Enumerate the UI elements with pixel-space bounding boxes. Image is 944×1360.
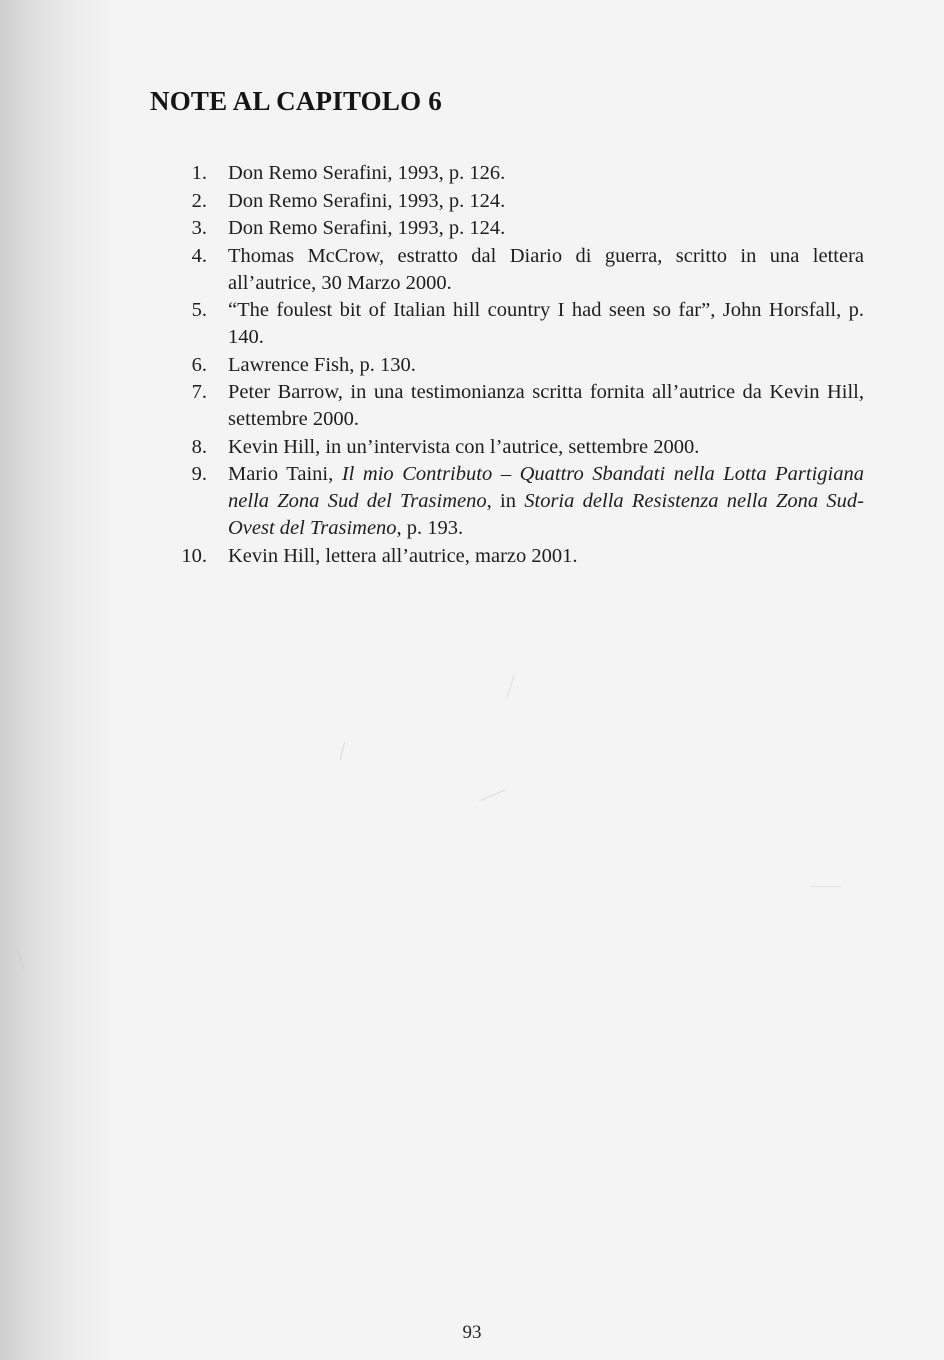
note-number: 5. — [191, 299, 207, 321]
note-text — [228, 545, 578, 567]
scan-speck — [506, 674, 514, 698]
chapter-notes-title: NOTE AL CAPITOLO 6 — [150, 86, 442, 116]
note-text-part: Don Remo Serafini, 1993, p. 126. — [228, 162, 506, 184]
note-item — [180, 215, 864, 242]
note-item — [180, 297, 864, 351]
note-text-part: Don Remo Serafini, 1993, p. 124. — [228, 217, 506, 239]
note-text — [228, 463, 864, 539]
note-item — [180, 160, 864, 187]
note-item — [180, 352, 864, 379]
note-item — [180, 188, 864, 215]
note-text-part: Thomas McCrow, estratto dal Diario di guerra, scritto in una lettera all’autrice, 30 Marzo 2000. — [228, 244, 864, 294]
note-text-part: Kevin Hill, lettera all’autrice, marzo 2001. — [228, 544, 578, 567]
note-number: 3. — [191, 217, 207, 239]
note-number: 7. — [191, 381, 207, 403]
note-text — [228, 381, 864, 430]
note-number: 9. — [191, 463, 207, 485]
note-text-part: Peter Barrow, in una testimonianza scritta fornita all’autrice da Kevin Hill, settembre 2000. — [228, 381, 864, 430]
italic-title: Storia della Resistenza nella Zona Sud-Ovest del Trasimeno — [228, 490, 864, 539]
italic-title: Il mio Contributo – Quattro Sbandati nella Lotta Partigiana nella Zona Sud del Trasimeno — [228, 463, 864, 512]
note-text — [228, 162, 505, 184]
note-text — [228, 245, 864, 294]
note-number: 10. — [181, 544, 207, 567]
note-number: 2. — [191, 189, 207, 212]
note-text — [228, 436, 699, 458]
note-text-part: Kevin Hill, in un’intervista con l’autrice, settembre 2000. — [228, 435, 700, 458]
note-text — [228, 299, 864, 348]
note-number: 8. — [191, 435, 207, 458]
notes-list — [180, 160, 864, 570]
note-number: 1. — [191, 162, 207, 184]
note-text-part: Don Remo Serafini, 1993, p. 124. — [228, 189, 506, 212]
scan-speck — [340, 742, 345, 760]
note-item — [180, 243, 864, 297]
note-text-part: , in — [486, 490, 525, 512]
note-text-part: , p. 193. — [396, 517, 464, 539]
note-item — [180, 461, 864, 542]
note-number: 6. — [191, 353, 207, 376]
note-item — [180, 434, 864, 461]
note-text — [228, 217, 505, 239]
scan-speck — [479, 790, 505, 802]
note-text — [228, 190, 505, 212]
page-number: 93 — [462, 1322, 482, 1343]
note-item — [180, 543, 864, 570]
note-number: 4. — [191, 244, 207, 267]
scan-speck — [17, 948, 25, 969]
note-item — [180, 379, 864, 433]
scan-speck — [811, 886, 841, 887]
note-text-part: Mario Taini, — [228, 463, 342, 485]
note-text-part: Lawrence Fish, p. 130. — [228, 353, 416, 376]
note-text — [228, 354, 416, 376]
note-text-part: “The foulest bit of Italian hill country I had seen so far”, John Horsfall, p. 140. — [228, 299, 864, 348]
